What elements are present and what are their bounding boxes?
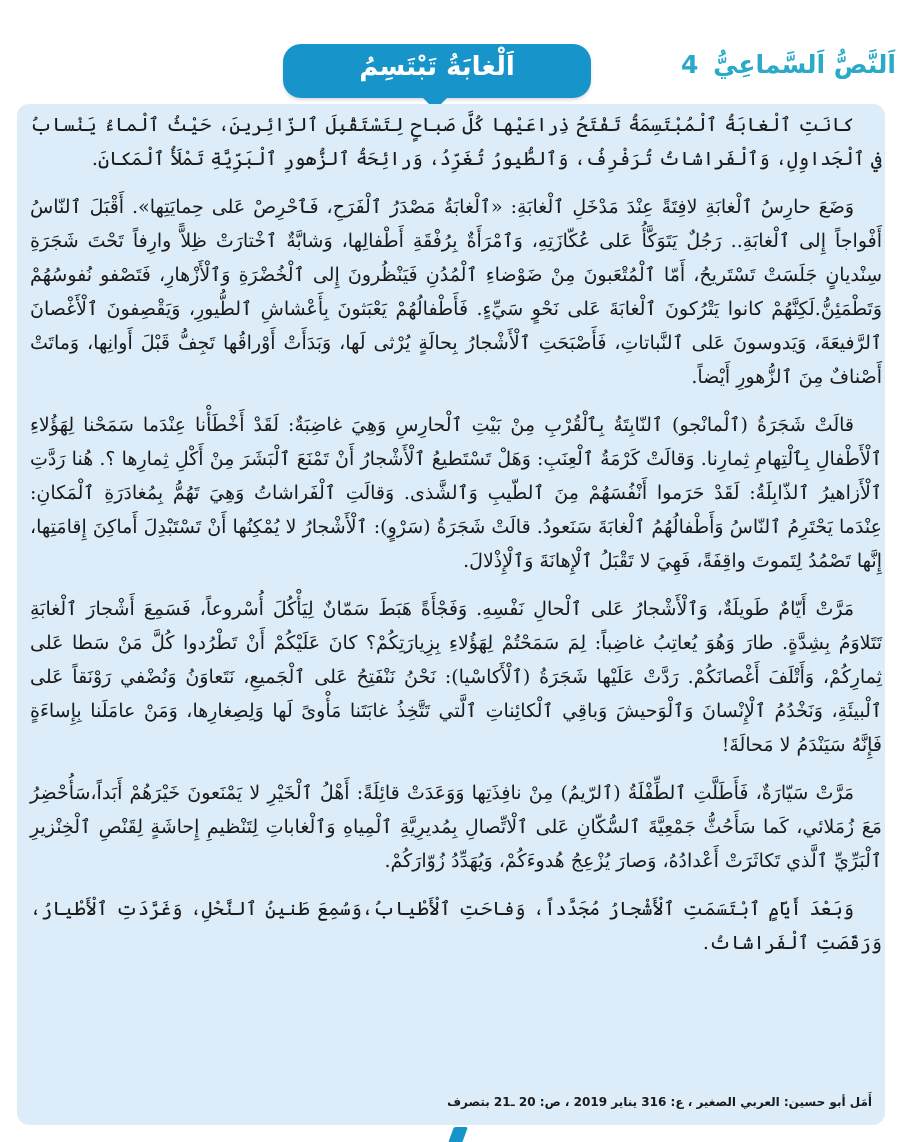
paragraph-5: مَرَّتْ سَيّارَةٌ، فَأَطَلَّتِ ٱلطِّفْلَةُ (ٱلرّيمُ) مِنْ نافِذَتِها وَوَعَدَتْ قائِلَةً: أَهْلُ ٱلْخَيْرِ لا يَمْنَعونَ خَيْرَهُمْ أَبَداً،سَأُحْضِرُ مَعَ زُمَلائي، كَما سَأَحُثُّ جَمْعِيَّةَ ٱلسُّكّانِ عَلى ٱلْاتِّصالِ بِمُديرِيَّةِ ٱلْمِياهِ وَٱلْغاباتِ لِتَنْظيمِ إِحاشَةٍ لِقَنْصِ ٱلْخِنْزيرِ ٱلْبَرِّيِّ ٱلَّذي تَكاثَرَتْ أَعْدادُهُ، وَصارَ يُزْعِجُ هُدوءَكُمْ، وَيُهَدِّدُ زُوّارَكُمْ.: [30, 782, 882, 872]
section-number: 4: [680, 50, 699, 79]
section-label-text: اَلنَّصُّ اَلسَّماعِيُّ: [713, 50, 896, 79]
section-label: [681, 50, 896, 79]
page-header: [0, 0, 914, 105]
page-title: اَلْغابَةُ تَبْتَسِمُ: [359, 52, 515, 82]
story-body: [30, 108, 882, 974]
paragraph-3: قالَتْ شَجَرَةُ (ٱلْمانْجو) ٱلنّابِتَةُ بِٱلْقُرْبِ مِنْ بَيْتِ ٱلْحارِسِ وَهِيَ غاضِبَةٌ: لَقَدْ أَخْطَأْنا عِنْدَما سَمَحْنا لِهَؤُلاءِ ٱلْأَطْفالِ بِٱلْتِهامِ ثِمارِنا. وَقالَتْ كَرْمَةُ ٱلْعِنَبِ: وَهَلْ تَسْتَطيعُ ٱلْأَشْجارُ أَنْ تَمْنَعَ ٱلْبَشَرَ مِنْ أَكْلِ ثِمارِها ؟. هُنا رَدَّتِ ٱلْأَزاهيرُ ٱلذّابِلَةُ: لَقَدْ حَرَموا أَنْفُسَهُمْ مِنَ ٱلطّيبِ وَٱلشَّذى. وَقالَتِ ٱلْفَراشاتُ وَهِيَ تَهُمُّ بِمُغادَرَةِ ٱلْمَكانِ: عِنْدَما يَحْتَرِمُ ٱلنّاسُ وَأَطْفالُهُمُ ٱلْغابَةَ سَنَعودُ. قالَتْ شَجَرَةُ (سَرْوٍ): ٱلْأَشْجارُ لا يُمْكِنُها أَنْ تَسْتَبْدِلَ أَماكِنَ إِقامَتِها، إِنَّها تَصْمُدُ لِتَموتَ واقِفَةً، فَهِيَ لا تَقْبَلُ ٱلْإِهانَةَ وَٱلْإِذْلالَ.: [30, 414, 882, 572]
paragraph-2: وَضَعَ حارِسُ ٱلْغابَةِ لافِتَةً عِنْدَ مَدْخَلِ ٱلْغابَةِ: «ٱلْغابَةُ مَصْدَرُ ٱلْفَرَحِ، فَٱحْرِصْ عَلى حِمايَتِها». أَقْبَلَ ٱلنّاسُ أَفْواجاً إِلى ٱلْغابَةِ.. رَجُلٌ يَتَوَكَّأُ عَلى عُكّازَتِهِ، وَٱمْرَأَةٌ بِرُفْقَةِ أَطْفالِها، وَشابَّةٌ ٱخْتارَتْ ظِلاًّ وارِفاً تَحْتَ شَجَرَةِ سِنْديانٍ جَلَسَتْ تَسْتَريحُ، أَمّا ٱلْمُتْعَبونَ مِنْ ضَوْضاءِ ٱلْمُدُنِ فَيَنْظُرونَ إِلى ٱلْخُضْرَةِ وَٱلْأَزْهارِ، فَتَصْفو نُفوسُهُمْ وَتَطْمَئِنُّ.لَكِنَّهُمْ كانوا يَتْرُكونَ ٱلْغابَةَ عَلى نَحْوٍ سَيِّءٍ. فَأَطْفالُهُمْ يَعْبَثونَ بِأَعْشاشِ ٱلطُّيورِ، وَيَقْصِفونَ ٱلْأَغْصانَ ٱلرَّفيعَةَ، وَيَدوسونَ عَلى ٱلنَّباتاتِ، فَأَصْبَحَتِ ٱلْأَشْجارُ بِحالَةٍ يُرْثى لَها، وَبَدَأَتْ أَوْراقُها تَجِفُّ قَبْلَ أَوانِها، وَماتَتْ أَصْنافٌ مِنَ ٱلزُّهورِ أَيْضاً.: [30, 196, 883, 388]
title-banner: [283, 44, 591, 98]
paragraph-6: وَبَعْدَ أَيّامٍ ٱبْتَسَمَتِ ٱلْأَشْجارُ مُجَدَّداً، وَفاحَتِ ٱلْأَطْيابُ،وَسُمِعَ طَنينُ ٱلنَّحْلِ، وَغَرَّدَتِ ٱلْأَطْيارُ، وَرَقَصَتِ ٱلْفَراشاتُ.: [30, 898, 882, 954]
source-citation: أَمَل أبو حسين: العربي الصغير ، ع: 316 يناير 2019 ، ص: 20 ـ21 بتصرف: [447, 1095, 872, 1109]
page-corner-mark: [448, 1127, 468, 1142]
paragraph-4: مَرَّتْ أَيّامٌ طَويلَةٌ، وَٱلْأَشْجارُ عَلى ٱلْحالِ نَفْسِهِ. وَفَجْأَةً هَبَطَ سَمّانٌ لِيَأْكُلَ أُسْروعاً، فَسَمِعَ أَشْجارَ ٱلْغابَةِ تَتَلاوَمُ بِشِدَّةٍ. طارَ وَهُوَ يُعاتِبُ غاضِباً: لِمَ سَمَحْتُمْ لِهَؤُلاءِ بِزِيارَتِكُمْ؟ كانَ عَلَيْكُمْ أَنْ تَطْرُدوا كُلَّ مَنْ سَطا عَلى ثِمارِكُمْ، وَأَتْلَفَ أَغْصانَكُمْ. رَدَّتْ عَلَيْها شَجَرَةُ (ٱلْأَكاسْيا): نَحْنُ نَنْفَتِحُ عَلى ٱلْجَميعِ، نَتَعاوَنُ وَنُضْفي رَوْنَقاً عَلى ٱلْبيئَةِ، وَنَخْدُمُ ٱلْإِنْسانَ وَٱلْوَحيشَ وَباقِي ٱلْكائِناتِ ٱلَّتي تَتَّخِذُ غابَتَنا مَأْوىً لَها وَلِصِغارِها، وَمَنْ عامَلَنا بِإِساءَةٍ فَإِنَّهُ سَيَنْدَمُ لا مَحالَةَ!: [30, 598, 882, 756]
paragraph-1: كانَتِ ٱلْغابَةُ ٱلْمُبْتَسِمَةُ تَفْتَحُ ذِراعَيْها كُلَّ صَباحٍ لِتَسْتَقْبِلَ ٱلزّائِرينَ، حَيْثُ ٱلْماءُ يَنْسابُ في ٱلْجَداوِلِ، وَٱلْفَراشاتُ تُرَفْرِفُ، وَٱلطُّيورُ تُغَرِّدُ، وَرائِحَةُ ٱلزُّهورِ ٱلْبَرِّيَّةِ تَمْلَأُ ٱلْمَكانَ.: [30, 114, 882, 170]
